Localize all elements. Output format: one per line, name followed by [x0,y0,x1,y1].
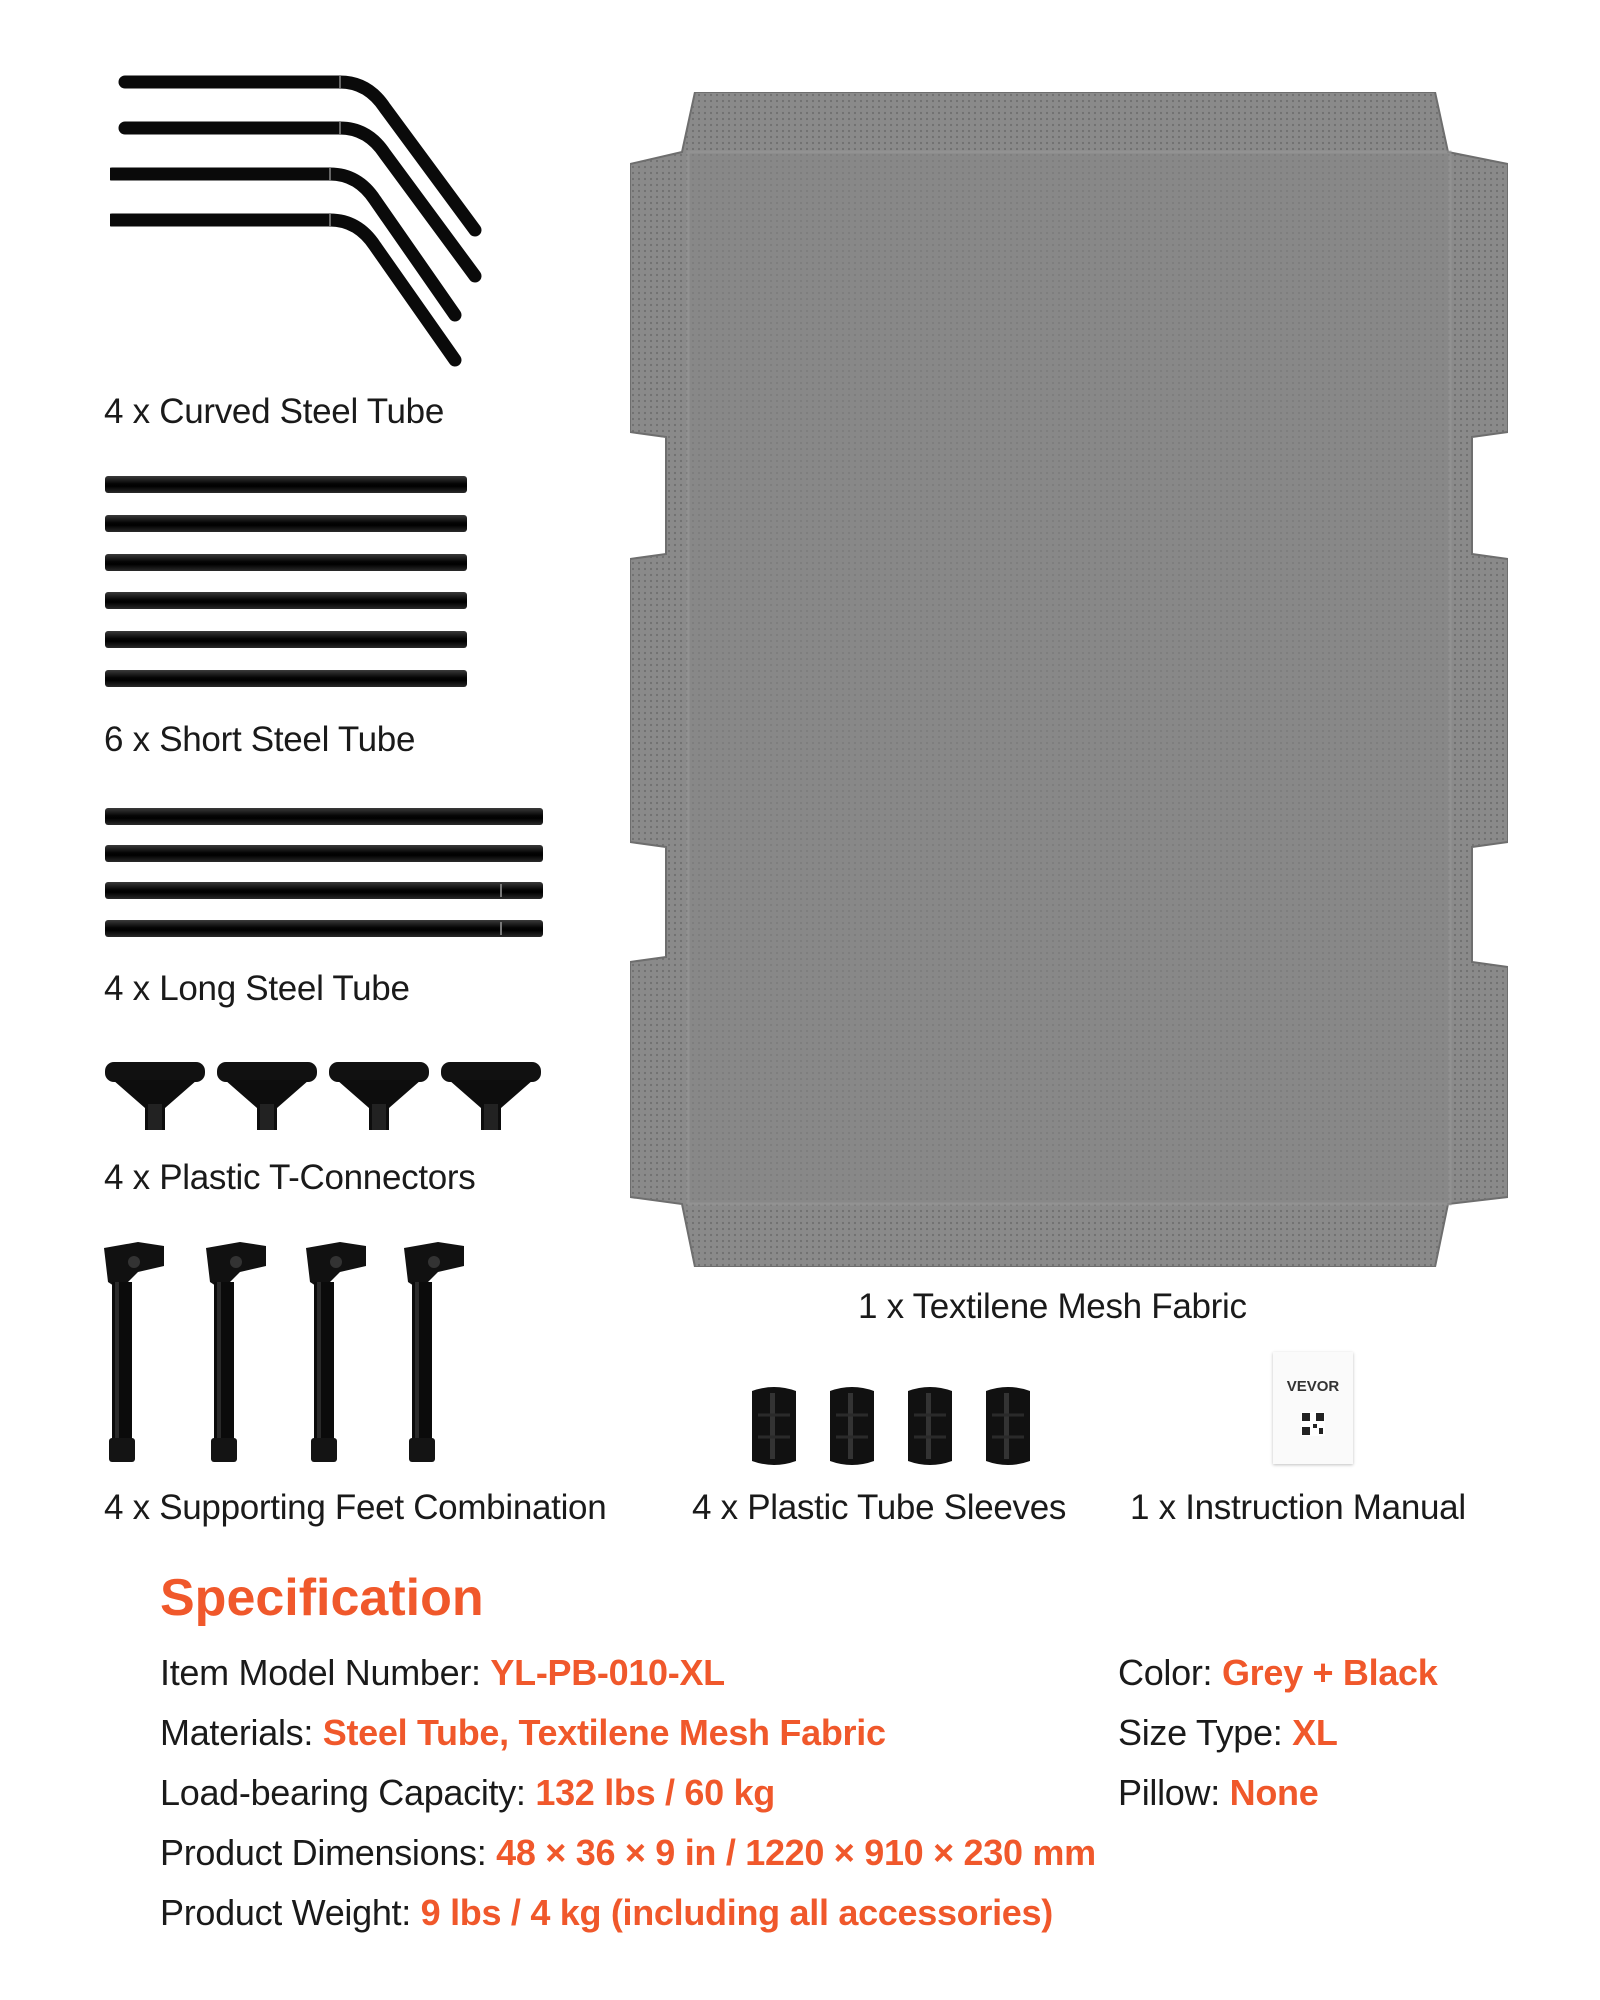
spec-model-label: Item Model Number: [160,1652,491,1693]
spec-model-number [160,1652,725,1694]
mesh-fabric-image [630,92,1508,1267]
instruction-manual-label: 1 x Instruction Manual [1130,1488,1466,1527]
spec-weight-label: Product Weight: [160,1892,421,1933]
curved-steel-tubes-image [110,70,490,370]
short-steel-tube-label: 6 x Short Steel Tube [104,720,416,759]
curved-steel-tube-label: 4 x Curved Steel Tube [104,392,445,431]
spec-pillow [1118,1772,1318,1814]
spec-pillow-value: None [1229,1772,1319,1813]
t-connectors-label: 4 x Plastic T-Connectors [104,1158,476,1197]
spec-weight-value: 9 lbs / 4 kg (including all accessories) [420,1892,1053,1933]
spec-size-type [1118,1712,1338,1754]
specification-title: Specification [160,1569,484,1627]
manual-brand-logo: VEVOR [1286,1378,1340,1395]
spec-capacity [160,1772,775,1814]
spec-materials-label: Materials: [160,1712,323,1753]
t-connectors-image [105,1060,545,1135]
spec-capacity-value: 132 lbs / 60 kg [535,1772,775,1813]
spec-dimensions-label: Product Dimensions: [160,1832,497,1873]
plastic-tube-sleeves-image [748,1385,1043,1467]
spec-size-type-value: XL [1292,1712,1338,1753]
qr-code-icon [1301,1412,1325,1436]
spec-size-type-label: Size Type: [1118,1712,1293,1753]
spec-color [1118,1652,1437,1694]
spec-pillow-label: Pillow: [1118,1772,1230,1813]
spec-color-value: Grey + Black [1221,1652,1438,1693]
spec-model-value: YL-PB-010-XL [490,1652,725,1693]
supporting-feet-image [98,1238,488,1473]
long-steel-tube-label: 4 x Long Steel Tube [104,969,410,1008]
spec-materials-value: Steel Tube, Textilene Mesh Fabric [322,1712,886,1753]
spec-weight [160,1892,1053,1934]
spec-capacity-label: Load-bearing Capacity: [160,1772,536,1813]
spec-dimensions-value: 48 × 36 × 9 in / 1220 × 910 × 230 mm [496,1832,1096,1873]
mesh-fabric-label: 1 x Textilene Mesh Fabric [858,1287,1247,1326]
spec-materials [160,1712,886,1754]
instruction-manual-image [1273,1352,1353,1464]
plastic-tube-sleeves-label: 4 x Plastic Tube Sleeves [692,1488,1067,1527]
spec-dimensions [160,1832,1096,1874]
spec-color-label: Color: [1118,1652,1222,1693]
supporting-feet-label: 4 x Supporting Feet Combination [104,1488,607,1527]
